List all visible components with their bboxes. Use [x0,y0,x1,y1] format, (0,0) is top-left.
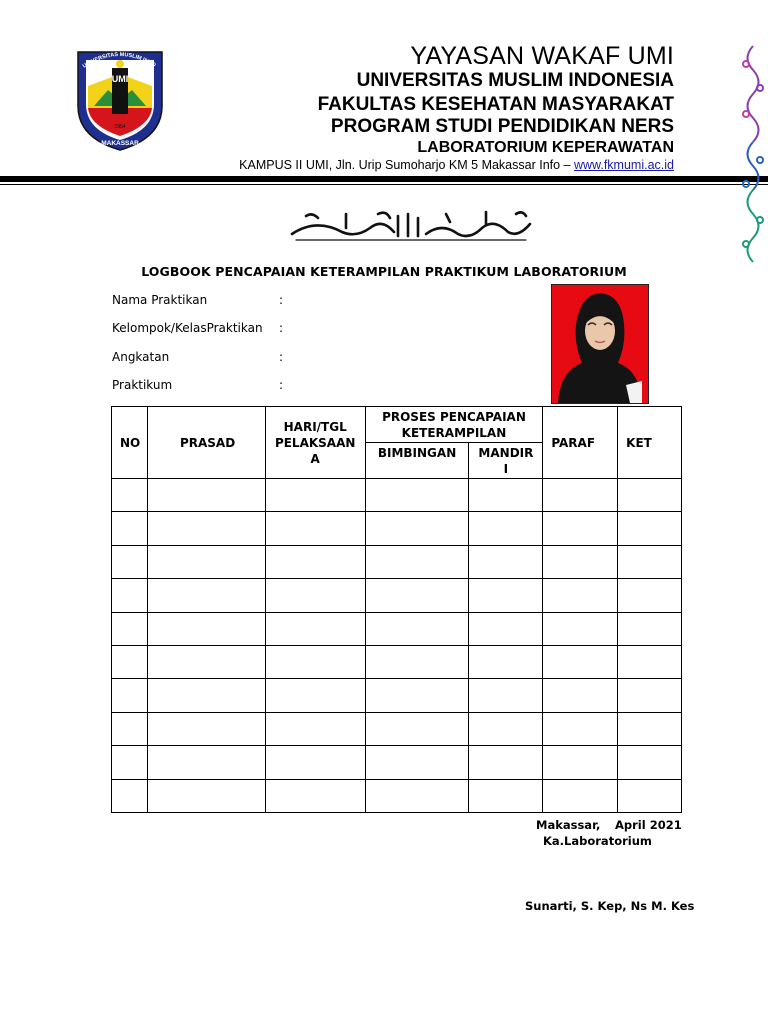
table-cell[interactable] [543,779,618,812]
table-cell[interactable] [147,479,265,512]
table-cell[interactable] [543,545,618,578]
table-cell[interactable] [469,579,543,612]
table-cell[interactable] [112,512,148,545]
table-cell[interactable] [365,779,469,812]
col-header-ket: KET [618,407,682,479]
table-cell[interactable] [469,746,543,779]
table-cell[interactable] [469,645,543,678]
logo-ring-text: UNIVERSITAS MUSLIM INDO [81,51,157,70]
faculty-name: FAKULTAS KESEHATAN MASYARAKAT [317,94,674,115]
logbook-title: LOGBOOK PENCAPAIAN KETERAMPILAN PRAKTIKUM LABORATORIUM [141,264,627,279]
hari-tgl-line3: A [310,451,320,466]
proses-line1: PROSES PENCAPAIAN [382,409,526,424]
table-cell[interactable] [469,712,543,745]
table-cell[interactable] [469,512,543,545]
table-row [112,545,682,578]
table-cell[interactable] [112,679,148,712]
table-cell[interactable] [365,645,469,678]
table-cell[interactable] [147,512,265,545]
address-line [239,158,674,172]
table-cell[interactable] [265,645,365,678]
signature-name: Sunarti, S. Kep, Ns M. Kes [525,899,695,913]
table-cell[interactable] [618,512,682,545]
table-cell[interactable] [618,746,682,779]
table-cell[interactable] [543,479,618,512]
table-cell[interactable] [365,746,469,779]
table-row [112,645,682,678]
table-cell[interactable] [112,579,148,612]
field-label-praktikum: Praktikum [112,378,173,392]
table-cell[interactable] [365,512,469,545]
table-cell[interactable] [543,645,618,678]
table-cell[interactable] [265,579,365,612]
table-cell[interactable] [543,612,618,645]
address-text: KAMPUS II UMI, Jln. Urip Sumoharjo KM 5 Makassar Info – [239,158,574,172]
table-cell[interactable] [147,679,265,712]
hari-tgl-line2: PELAKSAAN [274,435,356,450]
field-label-angkatan: Angkatan [112,350,170,364]
table-cell[interactable] [618,679,682,712]
logbook-table [111,406,682,813]
signature-position: Ka.Laboratorium [543,834,652,848]
table-cell[interactable] [265,679,365,712]
website-link[interactable]: www.fkmumi.ac.id [573,158,674,172]
table-row [112,679,682,712]
table-cell[interactable] [147,779,265,812]
table-row [112,746,682,779]
table-row [112,579,682,612]
field-label-kelompok: Kelompok/KelasPraktikan [112,321,263,335]
table-row [112,479,682,512]
table-cell[interactable] [618,645,682,678]
table-cell[interactable] [618,545,682,578]
student-photo [551,284,649,404]
field-label-nama: Nama Praktikan [112,293,208,307]
table-cell[interactable] [365,545,469,578]
field-colon-kelompok: : [279,321,284,335]
table-cell[interactable] [265,612,365,645]
logo-year: 1954 [114,124,126,130]
table-cell[interactable] [365,579,469,612]
col-header-paraf: PARAF [543,407,618,479]
proses-line2: KETERAMPILAN [401,425,507,440]
table-cell[interactable] [618,712,682,745]
table-cell[interactable] [112,645,148,678]
table-row [112,712,682,745]
table-cell[interactable] [469,479,543,512]
table-cell[interactable] [543,746,618,779]
signature-place: Makassar, [536,818,601,832]
mandiri-line1: MANDIR [478,446,534,460]
table-cell[interactable] [147,545,265,578]
signature-date: April 2021 [615,818,682,832]
col-header-mandiri [469,443,543,479]
table-cell[interactable] [112,779,148,812]
table-cell[interactable] [469,612,543,645]
table-cell[interactable] [265,712,365,745]
table-cell[interactable] [543,712,618,745]
col-header-no: NO [112,407,148,479]
foundation-name: YAYASAN WAKAF UMI [410,42,674,70]
logo-letter-u: UMI [111,74,129,84]
col-header-bimbingan: BIMBINGAN [365,443,469,479]
hari-tgl-line1: HARI/TGL [283,419,347,434]
table-cell[interactable] [147,645,265,678]
table-cell[interactable] [365,679,469,712]
table-cell[interactable] [265,545,365,578]
field-colon-nama: : [279,293,284,307]
decorative-border-ornament [738,44,768,270]
university-name: UNIVERSITAS MUSLIM INDONESIA [356,70,674,91]
table-cell[interactable] [147,712,265,745]
field-colon-angkatan: : [279,350,284,364]
program-name: PROGRAM STUDI PENDIDIKAN NERS [330,116,674,137]
table-cell[interactable] [469,679,543,712]
university-logo [74,46,166,152]
table-cell[interactable] [618,612,682,645]
table-cell[interactable] [618,579,682,612]
laboratory-name: LABORATORIUM KEPERAWATAN [417,139,674,156]
table-cell[interactable] [365,479,469,512]
table-cell[interactable] [469,545,543,578]
header-rule-thin [0,184,768,185]
table-cell[interactable] [543,512,618,545]
table-cell[interactable] [543,679,618,712]
table-cell[interactable] [112,545,148,578]
table-cell[interactable] [365,612,469,645]
basmala-calligraphy [286,208,536,244]
table-cell[interactable] [112,479,148,512]
table-cell[interactable] [265,746,365,779]
table-cell[interactable] [365,712,469,745]
table-cell[interactable] [147,612,265,645]
col-header-prasad: PRASAD [147,407,265,479]
table-cell[interactable] [112,712,148,745]
col-header-proses [365,407,543,443]
table-cell[interactable] [265,479,365,512]
table-row [112,612,682,645]
table-cell[interactable] [112,746,148,779]
table-cell[interactable] [112,612,148,645]
table-cell[interactable] [469,779,543,812]
mandiri-line2: I [503,462,509,476]
field-colon-praktikum: : [279,378,284,392]
table-cell[interactable] [147,746,265,779]
table-cell[interactable] [543,579,618,612]
student-portrait-image [552,285,648,403]
header-rule-thick [0,176,768,182]
table-cell[interactable] [618,479,682,512]
table-row [112,512,682,545]
logbook-table-body [112,479,682,813]
table-cell[interactable] [147,579,265,612]
table-cell[interactable] [265,779,365,812]
logo-city: MAKASSAR [101,140,139,147]
col-header-hari-tgl [265,407,365,479]
table-cell[interactable] [618,779,682,812]
table-cell[interactable] [265,512,365,545]
table-row [112,779,682,812]
